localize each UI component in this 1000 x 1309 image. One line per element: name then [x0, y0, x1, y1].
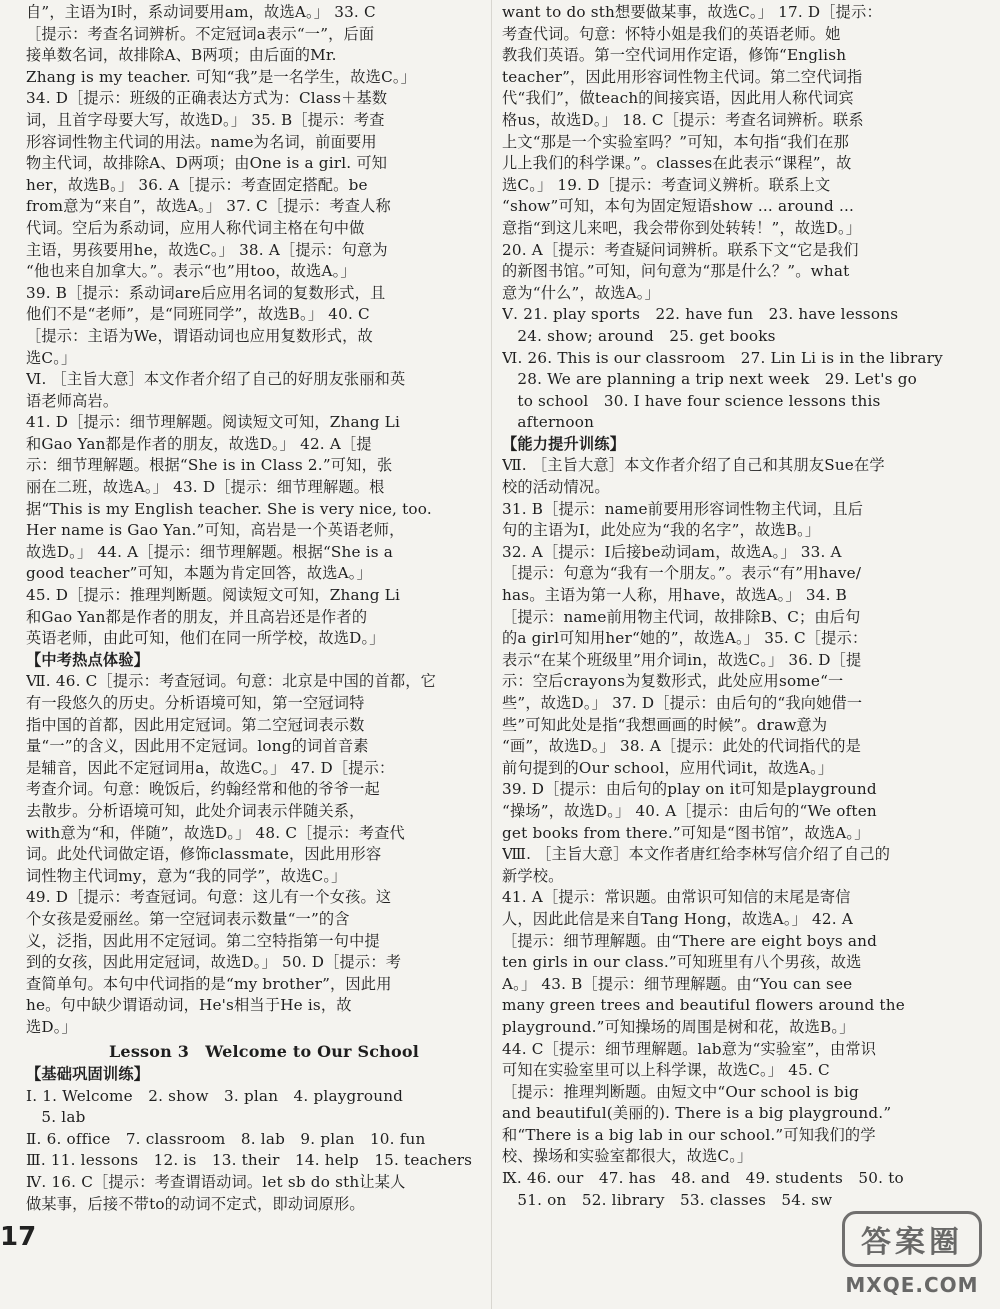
text-line: 选C。」 19. D［提示：考查词义辨析。联系上文 [502, 175, 831, 194]
text-line: 英语老师，由此可知，他们在同一所学校，故选D。」 [26, 629, 385, 648]
text-line: 20. A［提示：考查疑问词辨析。联系下文“它是我们 [502, 240, 859, 259]
text-line: Ⅵ. 26. This is our classroom 27. Lin Li is in the library [502, 348, 943, 367]
text-line: afternoon [502, 413, 595, 432]
text-line: 人，因此此信是来自Tang Hong，故选A。」 42. A [502, 909, 853, 928]
right-column [502, 2, 978, 1211]
text-line: 41. D［提示：细节理解题。阅读短文可知，Zhang Li [26, 413, 401, 432]
text-line: Her name is Gao Yan.”可知，高岩是一个英语老师， [26, 521, 405, 540]
text-line: 新学校。 [502, 866, 564, 885]
text-line: 示：空后crayons为复数形式，此处应用some“一 [502, 672, 844, 691]
page-number: 17 [0, 1222, 37, 1252]
text-line: Zhang is my teacher. 可知“我”是一名学生，故选C。」 [26, 67, 417, 86]
text-line: 格us，故选D。」 18. C［提示：考查名词辨析。联系 [502, 110, 864, 129]
text-line: Ⅰ. 1. Welcome 2. show 3. plan 4. playground [26, 1086, 404, 1105]
text-line: 考查介词。句意：晚饭后，约翰经常和他的爷爷一起 [26, 780, 380, 799]
text-line: Ⅸ. 46. our 47. has 48. and 49. students 50. to [502, 1169, 904, 1188]
lesson-title: Lesson 3 Welcome to Our School [108, 1041, 420, 1061]
text-line: “show”可知，本句为固定短语show ... around ... [502, 197, 855, 216]
text-line: Ⅷ. ［主旨大意］本文作者唐红给李林写信介绍了自己的 [502, 845, 891, 864]
text-line: “画”，故选D。」 38. A［提示：此处的代词指代的是 [502, 737, 862, 756]
text-line: 49. D［提示：考查冠词。句意：这儿有一个女孩。这 [26, 888, 392, 907]
text-line: 34. D［提示：班级的正确表达方式为：Class＋基数 [26, 89, 388, 108]
text-line: ［提示：细节理解题。由“There are eight boys and [502, 931, 878, 950]
text-line: 校、操场和实验室都很大，故选C。」 [502, 1147, 753, 1166]
text-line: 和Gao Yan都是作者的朋友，并且高岩还是作者的 [26, 607, 368, 626]
text-line: ［提示：句意为“我有一个朋友。”。表示“有”用have/ [502, 564, 862, 583]
text-line: ［提示：name前用物主代词，故排除B、C；由后句 [502, 607, 861, 626]
text-line: 和Gao Yan都是作者的朋友，故选D。」 42. A［提 [26, 434, 372, 453]
text-line: from意为“来自”，故选A。」 37. C［提示：考查人称 [26, 197, 391, 216]
text-line: 41. A［提示：常识题。由常识可知信的末尾是寄信 [502, 888, 851, 907]
text-line: 选D。」 [26, 1017, 77, 1036]
text-line: 示：细节理解题。根据“She is in Class 2.”可知，张 [26, 456, 393, 475]
text-line: to school 30. I have four science lessons this [502, 391, 881, 410]
text-line: 39. B［提示：系动词are后应用名词的复数形式，且 [26, 283, 386, 302]
text-line: many green trees and beautiful flowers around the [502, 996, 905, 1015]
text-line: 做某事，后接不带to的动词不定式，即动词原形。 [26, 1194, 365, 1213]
text-line: 主语，男孩要用he，故选C。」 38. A［提示：句意为 [26, 240, 388, 259]
section-heading: 【基础巩固训练】 [26, 1065, 150, 1084]
text-line: ［提示：主语为We，谓语动词也应用复数形式，故 [26, 326, 373, 345]
text-line: 词，且首字母要大写，故选D。」 35. B［提示：考查 [26, 110, 385, 129]
text-line: 儿上我们的科学课。”。classes在此表示“课程”，故 [502, 154, 852, 173]
text-line: ［提示：考查名词辨析。不定冠词a表示“一”，后面 [26, 24, 375, 43]
text-line: 教我们英语。第一空代词用作定语，修饰“English [502, 46, 847, 65]
text-line: 指中国的首都，因此用定冠词。第二空冠词表示数 [26, 715, 365, 734]
watermark [832, 1211, 992, 1303]
text-line: 的新图书馆。”可知，问句意为“那是什么？”。what [502, 262, 850, 281]
text-line: he。句中缺少谓语动词，He's相当于He is，故 [26, 996, 352, 1015]
text-line: 44. C［提示：细节理解题。lab意为“实验室”，由常识 [502, 1039, 877, 1058]
section-heading: 【中考热点体验】 [26, 650, 150, 669]
text-line: has。主语为第一人称，用have，故选A。」 34. B [502, 586, 847, 605]
text-line: 可知在实验室里可以上科学课，故选C。」 45. C [502, 1061, 830, 1080]
text-line: 形容词性物主代词的用法。name为名词，前面要用 [26, 132, 377, 151]
text-line: 自”，主语为Ⅰ时，系动词要用am，故选A。」 33. C [26, 3, 376, 21]
text-line: want to do sth想要做某事，故选C。」 17. D［提示： [502, 3, 882, 21]
text-line: get books from there.”可知是“图书馆”，故选A。」 [502, 823, 870, 842]
text-line: playground.”可知操场的周围是树和花，故选B。」 [502, 1017, 855, 1036]
text-line: 词。此处代词做定语，修饰classmate，因此用形容 [26, 845, 382, 864]
text-line: 考查代词。句意：怀特小姐是我们的英语老师。她 [502, 24, 841, 43]
text-line: Ⅲ. 11. lessons 12. is 13. their 14. help 15. teachers [26, 1151, 473, 1170]
text-line: 和“There is a big lab in our school.”可知我们的学 [502, 1125, 876, 1144]
section-heading: 【能力提升训练】 [502, 434, 626, 453]
text-line: 是辅音，因此不定冠词用a，故选C。」 47. D［提示： [26, 758, 395, 777]
text-line: with意为“和，伴随”，故选D。」 48. C［提示：考查代 [26, 823, 405, 842]
text-line: and beautiful(美丽的). There is a big playground.” [502, 1104, 892, 1123]
text-line: 些”，故选D。」 37. D［提示：由后句的“我向她借一 [502, 694, 863, 712]
text-line: teacher”，因此用形容词性物主代词。第二空代词指 [502, 67, 863, 86]
text-line: 校的活动情况。 [502, 478, 610, 497]
text-line: Ⅵ. ［主旨大意］本文作者介绍了自己的好朋友张丽和英 [26, 370, 406, 389]
text-line: “他也来自加拿大。”。表示“也”用too，故选A。」 [26, 262, 356, 281]
text-line: 31. B［提示：name前要用形容词性物主代词，且后 [502, 499, 864, 518]
text-line: 去散步。分析语境可知，此处介词表示伴随关系， [26, 801, 365, 820]
text-line: 5. lab [26, 1108, 86, 1127]
text-line: Ⅳ. 16. C［提示：考查谓语动词。let sb do sth让某人 [26, 1173, 406, 1192]
text-line: Ⅶ. ［主旨大意］本文作者介绍了自己和其朋友Sue在学 [502, 456, 885, 475]
text-line: her，故选B。」 36. A［提示：考查固定搭配。be [26, 175, 368, 194]
watermark-logo: 答案圈 [842, 1211, 982, 1267]
text-line: 28. We are planning a trip next week 29. Let's go [502, 370, 917, 389]
text-line: 45. D［提示：推理判断题。阅读短文可知，Zhang Li [26, 586, 401, 605]
text-line: 义，泛指，因此用不定冠词。第二空特指第一句中提 [26, 931, 380, 950]
text-line: “操场”，故选D。」 40. A［提示：由后句的“We often [502, 801, 877, 820]
watermark-url: MXQE.COM [845, 1273, 979, 1297]
text-line: 51. on 52. library 53. classes 54. sw [502, 1190, 833, 1209]
text-line: 语老师高岩。 [26, 391, 119, 410]
text-line: 故选D。」 44. A［提示：细节理解题。根据“She is a [26, 542, 394, 561]
text-line: 到的女孩，因此用定冠词，故选D。」 50. D［提示：考 [26, 953, 402, 972]
text-line: 32. A［提示：I后接be动词am，故选A。」 33. A [502, 542, 842, 561]
text-line: 意为“什么”，故选A。」 [502, 283, 660, 302]
text-line: 的a girl可知用her“她的”，故选A。」 35. C［提示： [502, 629, 868, 648]
text-line: 丽在二班，故选A。」 43. D［提示：细节理解题。根 [26, 478, 385, 497]
text-line: 有一段悠久的历史。分析语境可知，第一空冠词特 [26, 694, 365, 712]
text-line: 接单数名词，故排除A、B两项；由后面的Mr. [26, 46, 337, 65]
text-line: good teacher”可知，本题为肯定回答，故选A。」 [26, 564, 372, 583]
text-line: Ⅶ. 46. C［提示：考查冠词。句意：北京是中国的首都，它 [26, 672, 436, 691]
text-line: 代“我们”，做teach的间接宾语，因此用人称代词宾 [502, 89, 854, 108]
text-line: 表示“在某个班级里”用介词in，故选C。」 36. D［提 [502, 650, 862, 669]
text-line: 查简单句。本句中代词指的是“my brother”，因此用 [26, 974, 392, 993]
text-line: 词性物主代词my，意为“我的同学”，故选C。」 [26, 866, 347, 885]
text-line: 他们不是“老师”，是“同班同学”，故选B。」 40. C [26, 305, 370, 324]
text-line: 选C。」 [26, 348, 77, 367]
text-line: A。」 43. B［提示：细节理解题。由“You can see [502, 974, 853, 993]
text-line: 前句提到的Our school，应用代词it，故选A。」 [502, 758, 834, 777]
text-line: 代词。空后为系动词，应用人称代词主格在句中做 [26, 218, 365, 237]
text-line: 个女孩是爱丽丝。第一空冠词表示数量“一”的含 [26, 909, 350, 928]
text-line: 据“This is my English teacher. She is very nice, too. [26, 499, 432, 518]
text-line: 意指“到这儿来吧，我会带你到处转转！”，故选D。」 [502, 218, 862, 237]
text-line: 24. show; around 25. get books [502, 326, 776, 345]
text-line: 句的主语为I，此处应为“我的名字”，故选B。」 [502, 521, 821, 540]
text-line: ［提示：推理判断题。由短文中“Our school is big [502, 1082, 859, 1101]
text-line: 物主代词，故排除A、D两项；由One is a girl. 可知 [26, 154, 388, 173]
text-line: ten girls in our class.”可知班里有八个男孩，故选 [502, 953, 862, 972]
text-line: 量“一”的含义，因此用不定冠词。long的词首音素 [26, 737, 369, 756]
text-line: 上文“那是一个实验室吗？”可知，本句指“我们在那 [502, 132, 850, 151]
left-column [26, 2, 502, 1215]
text-line: Ⅴ. 21. play sports 22. have fun 23. have lessons [502, 305, 899, 324]
text-line: 些”可知此处是指“我想画画的时候”。draw意为 [502, 715, 828, 734]
text-line: 39. D［提示：由后句的play on it可知是playground [502, 780, 877, 799]
text-line: Ⅱ. 6. office 7. classroom 8. lab 9. plan 10. fun [26, 1129, 426, 1148]
